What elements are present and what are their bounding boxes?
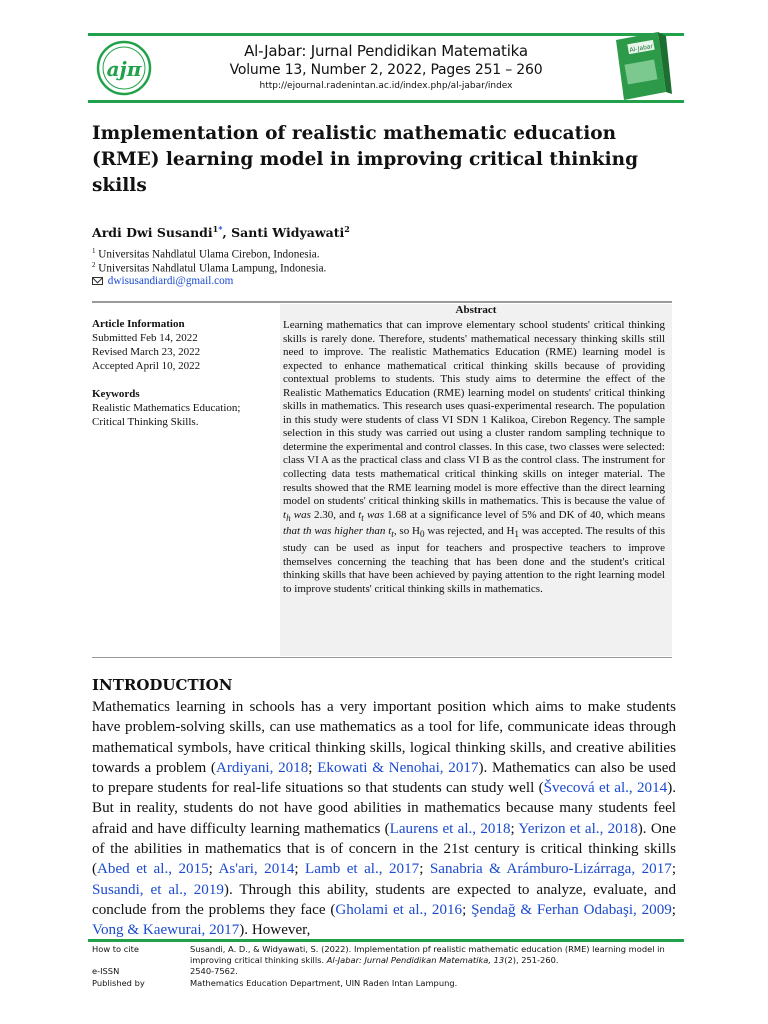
paper-title: Implementation of realistic mathematic education (RME) learning model in improving critical thinking skills — [92, 123, 639, 196]
abstract-top-rule — [92, 301, 672, 303]
cite-part: Susandi, A. D., & Widyawati, S. (2022). Implementation pf realistic mathematic education (RME) learning model in improving critical thinking skills. — [190, 944, 665, 965]
abstract-part: , so H — [393, 525, 420, 538]
svg-text:ajπ: ajπ — [106, 57, 142, 81]
intro-part: ). However, — [239, 922, 311, 939]
intro-part: ). One of the abilities in mathematics that is of concern in the 21st century is critical thinking skills ( — [92, 820, 676, 878]
intro-part: ; — [462, 901, 472, 918]
citation-link[interactable]: Susandi, et al., 2019 — [92, 881, 224, 898]
footer-rule — [88, 939, 684, 942]
keywords-heading: Keywords — [92, 388, 140, 400]
eissn-label: e-ISSN — [92, 966, 120, 976]
math-sub: t — [361, 512, 364, 523]
header-top-rule — [88, 33, 684, 36]
affiliation-2-num: 2 — [92, 261, 96, 269]
affiliation-1-num: 1 — [92, 247, 96, 255]
math-text: was — [363, 508, 388, 521]
journal-cover-image — [606, 28, 684, 102]
citation-link[interactable]: Ekowati & Nenohai, 2017 — [317, 759, 479, 776]
how-to-cite-label: How to cite — [92, 944, 139, 954]
author-2-affil: 2 — [344, 224, 350, 234]
affiliation-1-text: Universitas Nahdlatul Ulama Cirebon, Indonesia. — [95, 248, 320, 261]
abstract-part: was accepted. The results of this study can be used as input for teachers and prospective teachers to improve themselves concerning the teaching that has been done and the student's critical thinking skills that have been achieved by paying attention to the right learning model to improve students' critical thinking skills in mathematics. — [283, 525, 665, 595]
journal-logo — [96, 40, 152, 96]
svg-text:Al-Jabar: Al-Jabar — [628, 42, 654, 54]
affiliation-2 — [92, 261, 326, 275]
header-bottom-rule — [88, 100, 684, 103]
article-info-heading: Article Information — [92, 318, 185, 330]
math-text: that th was higher than t — [283, 525, 392, 538]
abstract-bottom-rule — [92, 657, 672, 658]
submitted-date: Submitted Feb 14, 2022 — [92, 332, 198, 344]
cite-part: (2), 251-260. — [504, 954, 559, 965]
h0-sub: 0 — [420, 529, 425, 540]
citation-link[interactable]: Vong & Kaewurai, 2017 — [92, 922, 240, 939]
published-by-label: Published by — [92, 978, 145, 988]
intro-part: ; — [671, 901, 676, 918]
intro-part: ). Mathematics can also be used to prepare students for real-life situations so that students can study well ( — [92, 759, 676, 797]
math-sub: t — [391, 529, 394, 540]
authors — [92, 224, 350, 240]
math-text: was — [290, 508, 315, 521]
intro-part: ). Through this ability, students are expected to analyze, evaluate, and conclude from the problems they face ( — [92, 881, 676, 918]
citation-link[interactable]: Laurens et al., 2018 — [389, 820, 511, 837]
author-1: Ardi Dwi Susandi — [92, 225, 213, 241]
intro-part: ; — [308, 759, 318, 776]
intro-part: ; — [671, 861, 677, 878]
journal-volume: Volume 13, Number 2, 2022, Pages 251 – 260 — [229, 62, 543, 78]
abstract-part: was rejected, and H — [424, 525, 515, 538]
journal-url[interactable]: http://ejournal.radenintan.ac.id/index.php/al-jabar/index — [259, 81, 513, 91]
intro-part: ; — [208, 861, 219, 878]
abstract-part: at a significance level of 5% and DK of 40, which means — [406, 508, 665, 521]
citation-link[interactable]: Lamb et al., 2017 — [305, 861, 420, 878]
citation-link[interactable]: Yerizon et al., 2018 — [518, 820, 638, 837]
abstract-text — [283, 319, 665, 596]
intro-part: ; — [419, 861, 430, 878]
cite-journal: Al-Jabar: Jurnal Pendidikan Matematika, 13 — [326, 954, 505, 965]
affiliation-2-text: Universitas Nahdlatul Ulama Lampung, Indonesia. — [95, 262, 327, 275]
abstract-part: , and — [333, 508, 359, 521]
introduction-text — [92, 697, 676, 941]
published-by-value: Mathematics Education Department, UIN Raden Intan Lampung. — [190, 978, 458, 988]
envelope-icon — [92, 277, 103, 285]
how-to-cite-text — [190, 944, 676, 965]
accepted-date: Accepted April 10, 2022 — [92, 360, 201, 372]
abstract-part: Learning mathematics that can improve elementary school students' critical thinking skills is rarely done. Therefore, students' mathematical necessary thinking skills still need to improve. The realistic Mathematics Education (RME) learning model is expected to enhance mathematical critical thinking skills because of providing contextual problems to students. This study aims to determine the effect of the Realistic Mathematics Education (RME) learning model on students' critical thinking skills in mathematics. This research uses quasi-experimental research. The population in this study were students of class VI SDN 1 Kalikoa, Cirebon Regency. The sample selection in this study was carried out using a cluster random sampling technique to determine the experimental and control classes. In this case, two classes were selected: class VI A as the practical class and class VI B as the control class. The instrument for collecting data tests mathematical critical thinking skills on integer material. The results showed that the RME learning model is more effective than the direct learning model on students' critical thinking skills in mathematics. This is because the value of — [283, 319, 665, 508]
math-t: t — [358, 508, 362, 521]
intro-part: Mathematics learning in schools has a very important position which aims to make students have problem-solving skills, can use mathematics as a tool for life, communicate ideas through mathematical symbols, have critical thinking skills, logical thinking skills, and creative abilities towards a problem ( — [92, 699, 676, 776]
email-link[interactable]: dwisusandiardi@gmail.com — [107, 275, 234, 287]
value-tt: 1.68 — [387, 508, 407, 521]
intro-part: ; — [510, 820, 519, 837]
keywords-line-2: Critical Thinking Skills. — [92, 416, 199, 428]
affiliation-1 — [92, 247, 320, 261]
citation-link[interactable]: Gholami et al., 2016 — [335, 901, 463, 918]
citation-link[interactable]: Abed et al., 2015 — [97, 861, 209, 878]
value-th: 2.30 — [314, 508, 334, 521]
revised-date: Revised March 23, 2022 — [92, 346, 201, 358]
math-t: t — [283, 508, 287, 521]
author-1-affil: 1 — [212, 224, 219, 234]
keywords-line-1: Realistic Mathematics Education; — [92, 402, 241, 414]
abstract-heading: Abstract — [455, 304, 497, 316]
author-2: , Santi Widyawati — [222, 225, 345, 241]
journal-title: Al-Jabar: Jurnal Pendidikan Matematika — [244, 42, 528, 60]
math-sub: h — [286, 512, 291, 523]
citation-link[interactable]: Sanabria & Arámburo-Lizárraga, 2017 — [429, 861, 672, 878]
citation-link[interactable]: Şendağ & Ferhan Odabaşi, 2009 — [471, 901, 672, 918]
corresponding-star: * — [218, 224, 223, 234]
h1-sub: 1 — [514, 529, 519, 540]
introduction-heading: INTRODUCTION — [92, 676, 233, 694]
citation-link[interactable]: Švecová et al., 2014 — [543, 780, 668, 797]
intro-part: ; — [294, 861, 306, 878]
citation-link[interactable]: As'ari, 2014 — [218, 861, 295, 878]
eissn-value: 2540-7562. — [190, 966, 238, 976]
email-line — [92, 275, 233, 287]
citation-link[interactable]: Ardiyani, 2018 — [215, 759, 309, 776]
intro-part: ). But in reality, students do not have good abilities in mathematics because many students feel afraid and have difficulty learning mathematics ( — [92, 780, 676, 837]
